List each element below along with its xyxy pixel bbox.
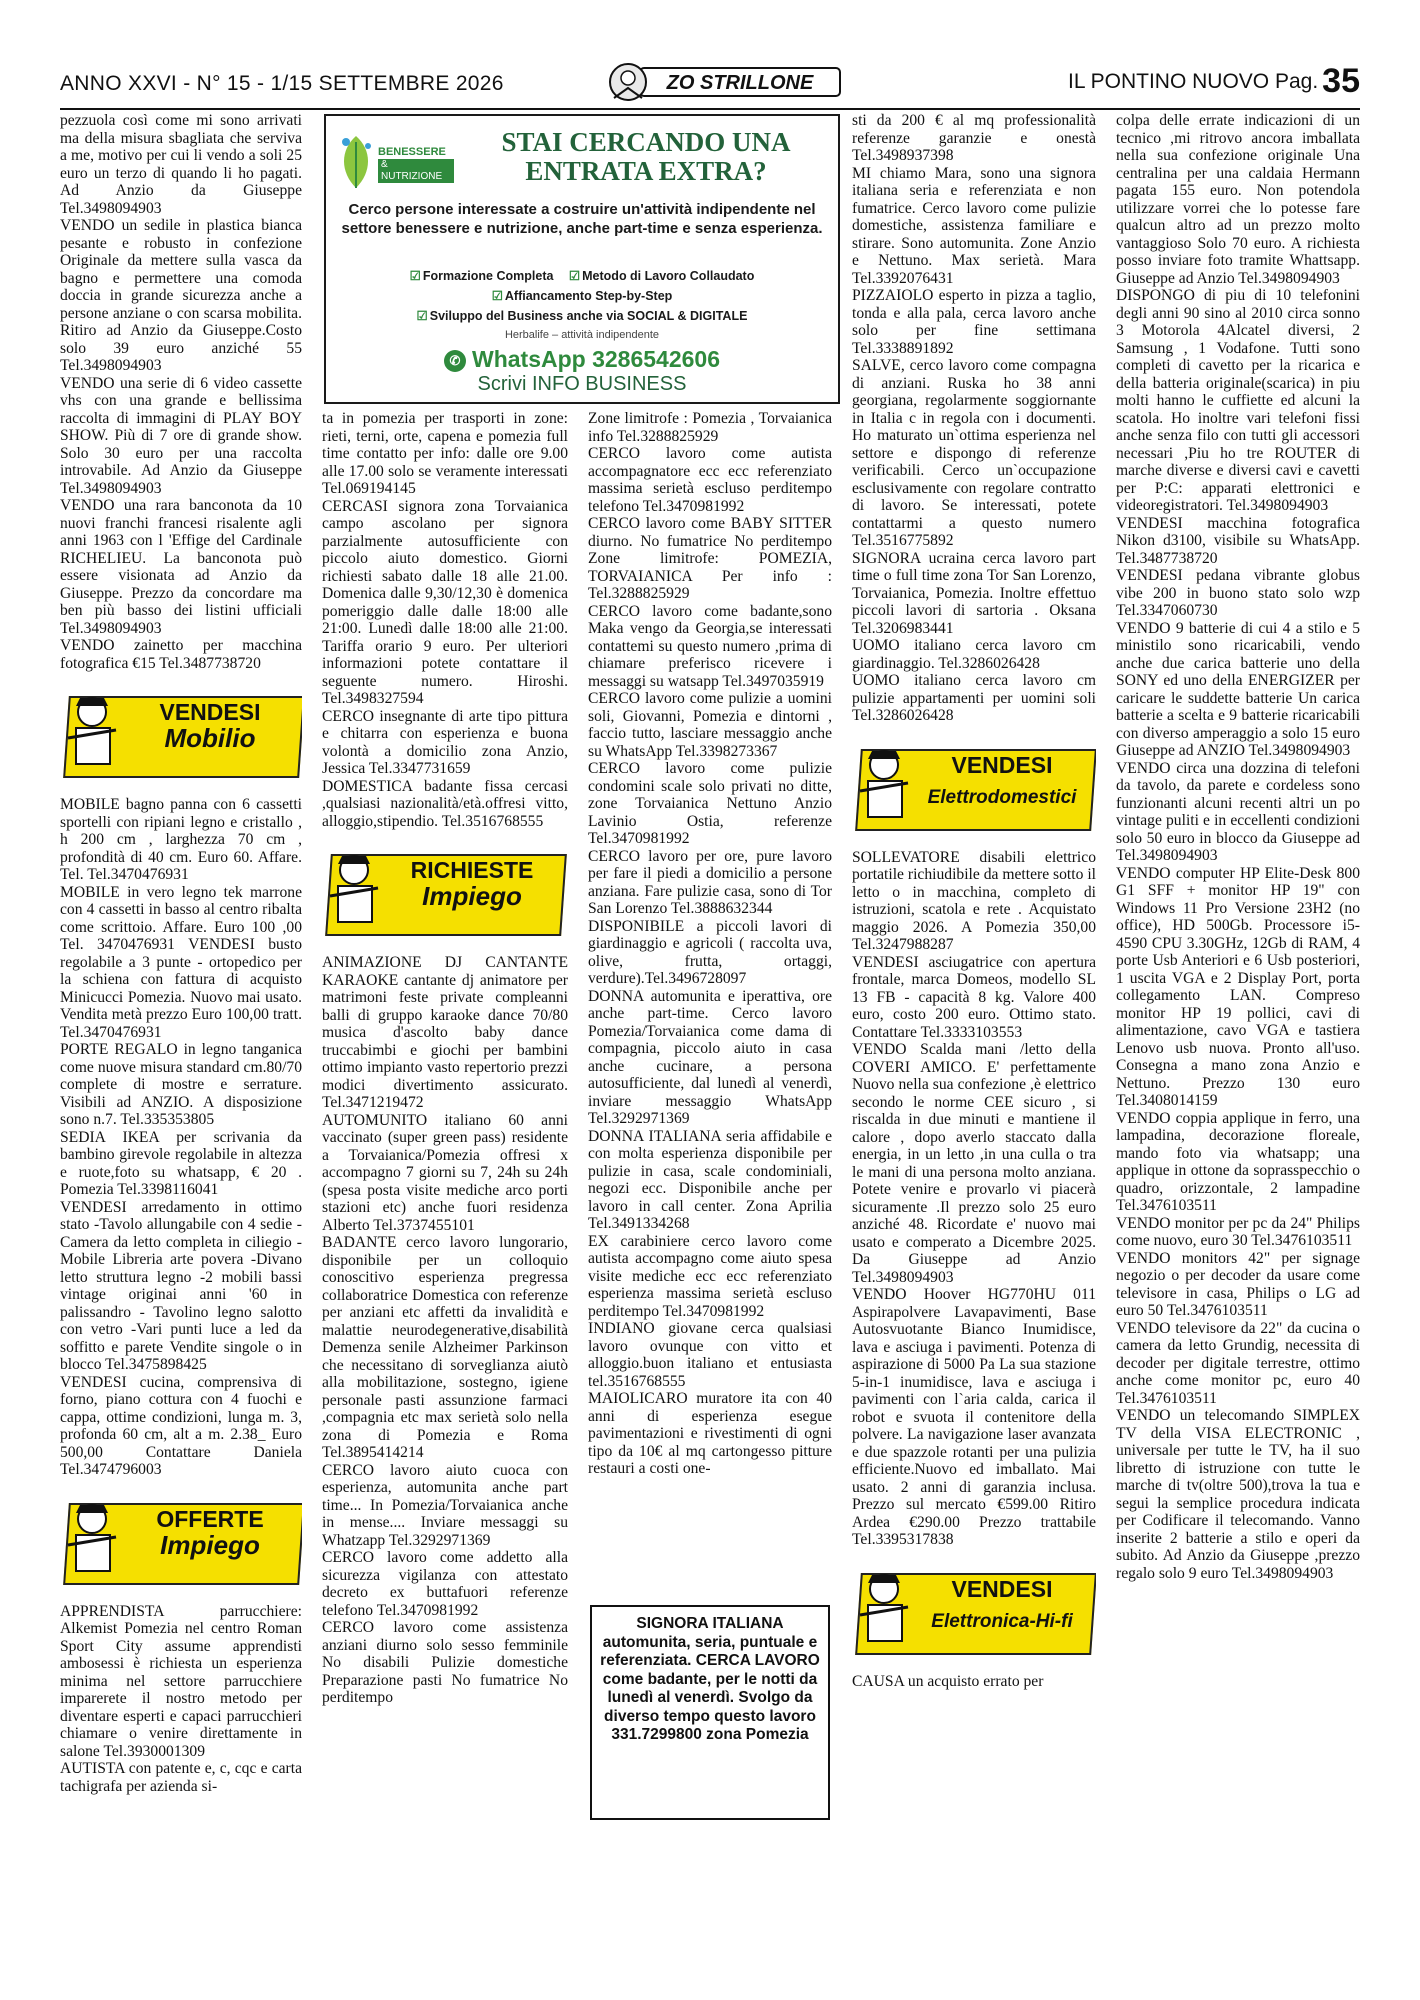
check-icon: ☑ [568, 269, 581, 283]
section-vendesi-elettronica [852, 1567, 1096, 1659]
check-icon: ☑ [416, 309, 428, 323]
section-offerte-impiego [60, 1497, 302, 1589]
classified-ad: VENDO zainetto per macchina fotografica €15 Tel.3487738720 [60, 637, 302, 672]
issue-line: ANNO XXVI - N° 15 - 1/15 SETTEMBRE 2026 [60, 72, 504, 95]
classified-ad: CERCO lavoro come addetto alla sicurezza vigilanza con attestato decreto ex buttafuori referenze telefono Tel.3470981992 [322, 1549, 568, 1619]
classified-ad: VENDO 9 batterie di cui 4 a stilo e 5 ministilo sono ricaricabili, vendo anche due carica batterie uno della SONY ed uno della ENERGIZER per caricare le suddette batterie Un carica batterie a scelta e 9 batterie ricaricabili con diverso amperaggio a solo 15 euro Giuseppe ad ANZIO Tel.3498094903 [1116, 619, 1360, 759]
classified-ad: UOMO italiano cerca lavoro cm giardinaggio. Tel.3286026428 [852, 637, 1096, 672]
paper-title [1068, 62, 1360, 101]
check-icon: ☑ [409, 269, 421, 283]
classified-ad: VENDO computer HP Elite-Desk 800 G1 SFF + monitor HP 19" con Windows 11 Pro Versione 23H2 (no office), HD 500Gb. Processore i5-4590 CPU 3.30GHz, 12Gb di RAM, 4 porte Usb Anteriori e 6 Usb posteriori, 1 uscita VGA e 2 Display Port, porta collegamento LAN. Compreso monitor HP 19 pollici, cavi di alimentazione, cavo VGA e tastiera Lenovo usb nuova. Pronto all'uso. Consegna a mano zona Anzio e Nettuno. Prezzo 130 euro Tel.3408014159 [1116, 864, 1360, 1109]
section-title-line2: Impiego [422, 881, 522, 911]
classified-ad: APPRENDISTA parrucchiere: Alkemist Pomezia nel centro Roman Sport City assume apprendisti ambosessi è richiesta un esperienza minima nel settore parrucchiere imparerete il nostro metodo per diventare esperti e capaci parrucchieri chiamare o venire direttamente in salone Tel.3930001309 [60, 1602, 302, 1760]
classified-ad: MI chiamo Mara, sono una signora italiana seria e referenziata e non fumatrice. Cerco lavoro come pulizie domestiche, assistenza familiare e stirare. Sono automunita. Zone Anzio e Nettuno. Max serietà. Mara Tel.3392076431 [852, 164, 1096, 287]
section-title-line2: Elettronica-Hi-fi [931, 1610, 1073, 1632]
column-5 [1116, 112, 1360, 1962]
whatsapp-contact[interactable]: ✆ WhatsApp 3286542606 [326, 346, 838, 373]
classified-ad: PIZZAIOLO esperto in pizza a taglio, tonda e alla pala, cerca lavoro anche solo per fine settimana Tel.3338891892 [852, 287, 1096, 357]
newsboy-icon [322, 848, 390, 938]
zo-strillone-logo [600, 60, 850, 104]
classified-ad: CERCO lavoro come pulizie condomini scale solo privati no ditte, zone Torvaianica Nettuno Anzio Lavinio Ostia, referenze Tel.3470981992 [588, 760, 832, 847]
classified-ad: CAUSA un acquisto errato per [852, 1672, 1044, 1690]
section-title-line2: Impiego [160, 1529, 260, 1560]
classified-ad: VENDO una serie di 6 video cassette vhs con una grande e bellissima raccolta di immagini di PLAY BOY SHOW. Più di 7 ore di grande show. Solo 30 euro per una raccolta introvabile. Ad Anzio da Giuseppe Tel.3498094903 [60, 374, 302, 497]
classified-ad: VENDO Scalda mani /letto della COVERI AMICO. E' perfettamente Nuovo nella sua confezione ,è elettrico secondo le norme CEE sicuro , si riscalda in due minuti e mantiene il calore , dopo averlo staccato dalla energia, in un letto ,in una culla o tra le mani di una persona molto anziana. Potete venire e provarlo vi piacerà sicuramente .Il prezzo solo 25 euro anziché 48. Ricordate e' nuovo mai usato e comperato a Dicembre 2025. Da Giuseppe ad Anzio Tel.3498094903 [852, 1041, 1096, 1286]
classified-ad: SALVE, cerco lavoro come compagna di anziani. Ruska ho 38 anni georgiana, regolarmente soggiornante in Italia c in regola con i documenti. Ho maturato un`ottima esperienza nel settore e dispongo di referenze verificabili. Cerco un`occupazione esclusivamente con regolare contratto di lavoro. Se interessati, potete contattarmi a questo numero Tel.3516775892 [852, 357, 1096, 549]
classified-ad: VENDESI macchina fotografica Nikon d3100, visibile su WhatsApp. Tel.3487738720 [1116, 514, 1360, 567]
classified-ad: VENDO monitor per pc da 24" Philips come nuovo, euro 30 Tel.3476103511 [1116, 1214, 1360, 1249]
leaf-icon [334, 132, 378, 192]
feature-item: ☑ Sviluppo del Business anche via SOCIAL & DIGITALE [416, 309, 748, 323]
classified-ad: SOLLEVATORE disabili elettrico portatile richiudibile da mettere sotto il letto o in macchina, completo di istruzioni, scatola e rete . Acquistato maggio 2026. A Pomezia 350,00 Tel.3247988287 [852, 848, 1096, 953]
classified-ad: AUTISTA con patente e, c, cqc e carta tachigrafa per azienda si- [60, 1760, 302, 1795]
column-2 [322, 410, 568, 1960]
classified-ad: AUTOMUNITO italiano 60 anni vaccinato (super green pass) residente a Torvaianica/Pomezia offresi x accompagno 7 giorni su 7, 24h su 24h (spesa posta visite mediche arco porti stazioni etc) anche fuori residenza Alberto Tel.3737455101 [322, 1111, 568, 1234]
newsboy-icon [852, 1567, 920, 1657]
section-vendesi-elettrodomestici [852, 743, 1096, 835]
classified-ad: VENDO circa una dozzina di telefoni da tavolo, da parete e cordeless sono funzionanti alcuni recenti altri un po vintage puliti e in eccellenti condizioni solo 50 euro in blocco da Giuseppe ad Tel.3498094903 [1116, 759, 1360, 864]
classified-ad: MAIOLICARO muratore ita con 40 anni di esperienza esegue pavimentazioni e rivestimenti di ogni tipo da 10€ al mq cartongesso pitture restauri a costi one- [588, 1390, 832, 1477]
classified-ad: CERCO lavoro come badante,sono Maka vengo da Georgia,se interessati contattemi su questo numero ,prima di chiamare preferisco ricevere i messaggi su watsapp Tel.3497035919 [588, 602, 832, 690]
classified-ad: EX carabiniere cerco lavoro come autista accompagno come aiuto spesa visite mediche ecc ecc referenziato esperienza massima serietà escluso perditempo Tel.3470981992 [588, 1232, 832, 1320]
classified-ad: CERCO insegnante di arte tipo pittura e chitarra con esperienza e buona volontà a domicilio zona Anzio, Jessica Tel.3347731659 [322, 707, 568, 777]
classified-ad: SEDIA IKEA per scrivania da bambino girevole regolabile in altezza e ruote,foto su whatsapp, € 20 . Pomezia Tel.3398116041 [60, 1128, 302, 1198]
section-title-line1: RICHIESTE [410, 857, 534, 883]
classified-ad: VENDO una rara banconota da 10 nuovi franchi francesi risalente agli anni 1963 con l 'Effige del Cardinale RICHELIEU. La banconota può essere visionata ad Anzio da Giuseppe. Prezzo da concordare ma ben più basso dei listini ufficiali Tel.3498094903 [60, 497, 302, 637]
logo-text: ZO STRILLONE [666, 72, 814, 94]
classified-ad: CERCO lavoro per ore, pure lavoro per fare il piedi a domicilio a persone anziana. Fare pulizie casa, sono di Tor San Lorenzo Tel.3888632344 [588, 847, 832, 917]
brand-line2: & NUTRIZIONE [378, 159, 454, 183]
whatsapp-icon: ✆ [444, 350, 466, 372]
header-rule [60, 108, 1360, 110]
classified-ad: DISPONGO di piu di 10 telefonini degli anni 90 sino al 2010 circa sonno 3 Motorola 4Alcatel diversi, 2 Samsung , 1 Vodafone. Tutti sono completi di cavetto per la ricarica e della batteria originale(scarica) in piu molti hanno le cuffiette ed alcuni la scatola. Ho inoltre vari telefoni fissi anche senza filo con tutti gli accessori necessari ,Piu ho tre ROUTER di marche diverse e diversi cavi e cavetti per P:C: apparati elettronici e videoregistratori. Tel.3498094903 [1116, 287, 1360, 514]
check-icon: ☑ [491, 289, 503, 303]
section-richieste-impiego [322, 848, 568, 940]
ad-headline: STAI CERCANDO UNA ENTRATA EXTRA? [501, 127, 791, 186]
page-number: 35 [1322, 62, 1360, 100]
classified-ad: VENDO coppia applique in ferro, una lampadina, decorazione floreale, mando foto via whatsapp; una applique in ottone da soprasspecchio o quadro, orizzontale, 2 lampadine Tel.3476103511 [1116, 1109, 1360, 1214]
section-title-line2: Mobilio [164, 723, 256, 753]
classified-ad: CERCASI signora zona Torvaianica campo ascolano per signora parzialmente autosufficiente con piccolo aiuto domestico. Giorni richiesti sabato dalle 18 alle 21.00. Domenica dalle 9,30/12,30 è domenica pomeriggio dalle dalle 18:00 alle 21:00. Lunedì dalle 18:00 alle 21:00. Tariffa orario 9 euro. Per ulteriori informazioni potete contattare il seguente numero. Hiroshi. Tel.3498327594 [322, 497, 568, 707]
newsboy-icon [60, 1497, 128, 1587]
classified-ad: sti da 200 € al mq professionalità referenze garanzie e onestà Tel.3498937398 [852, 112, 1096, 164]
section-title-line1: VENDESI [159, 699, 261, 725]
column-1 [60, 112, 302, 1962]
classified-ad: pezzuola così come mi sono arrivati ma della misura sbagliata che serviva a me, motivo per cui li vendo a soli 25 euro un terzo di quando li ho pagati. Ad Anzio da Giuseppe Tel.3498094903 [60, 112, 302, 217]
classified-ad: CERCO lavoro aiuto cuoca con esperienza, automunita anche part time... In Pomezia/Torvaianica anche in mense.... Inviare messaggi su Whatzapp Tel.3292971369 [322, 1461, 568, 1549]
classified-ad: CERCO lavoro come pulizie a uomini soli, Giovanni, Pomezia e dintorni , faccio tutto, lasciare messaggio anche su WhatsApp Tel.3398273367 [588, 690, 832, 760]
classified-ad: DISPONIBILE a piccoli lavori di giardinaggio e agricoli ( raccolta uva, olive, frutta, ortaggi, verdure).Tel.3496728097 [588, 917, 832, 987]
brand-line1: BENESSERE [378, 146, 446, 158]
classified-ad: DONNA automunita e iperattiva, ore anche part-time. Cerco lavoro Pomezia/Torvaianica come dama di compagnia, piccolo aiuto in casa anche cucinare, a persona autosufficiente, dal lunedì al venerdì, inviare messaggio WhatsApp Tel.3292971369 [588, 987, 832, 1127]
herbalife-ad [324, 114, 840, 404]
classified-ad: VENDO Hoover HG770HU 011 Aspirapolvere Lavapavimenti, Base Autosvuotante Bianco Inumidisce, lava e asciuga i pavimenti. Potenza di aspirazione di 5000 Pa La sua stazione 5-in-1 inumidisce, lava e asciuga i pavimenti con l`aria calda, carica il robot e svuota il contenitore della polvere. La navigazione laser avanzata e due spazzole rotanti per una pulizia efficiente.Nuovo ed imballato. Mai usato. 2 anni di garanzia inclusa. Prezzo sul mercato €599.00 Ritiro Ardea €290.00 Prezzo trattabile Tel.3395317838 [852, 1286, 1096, 1548]
classified-ad: CERCO lavoro come assistenza anziani diurno solo sesso femminile No disabili Pulizie domestiche Preparazione pasti No fumatrice No perditempo [322, 1619, 568, 1706]
paper-name: IL PONTINO NUOVO Pag. [1068, 70, 1319, 93]
classified-ad: VENDESI arredamento in ottimo stato -Tavolo allungabile con 4 sedie -Camera da letto completa in ciliegio -Mobile Libreria arte povera -Divano letto struttura legno -2 mobili bassi vintage originai anni '60 in palissandro - Tavolino legno salotto con vetro -Vari punti luce a led da soffitto e parete Vendite singole o in blocco Tel.3475898425 [60, 1198, 302, 1373]
section-title-line1: VENDESI [951, 1575, 1053, 1602]
classified-ad: CERCO lavoro come autista accompagnatore ecc ecc referenziato massima serietà escluso perditempo telefono Tel.3470981992 [588, 445, 832, 515]
classified-ad: VENDO monitors 42" per signage negozio o per decoder da usare come televisore in casa, Philips o LG ad euro 50 Tel.3476103511 [1116, 1249, 1360, 1319]
feature-item: ☑ Formazione Completa [409, 269, 554, 283]
classified-ad: VENDO un telecomando SIMPLEX TV della VISA ELECTRONIC , universale per tutte le TV, ha il suo libretto di istruzione con tutte le marche di tv(oltre 500),trova la tua e segui la semplice procedura indicata per Codificare il telecomando. Vanno inserite 2 batterie a stilo e operi da subito. Ad Anzio da Giuseppe ,prezzo regalo solo 9 euro Tel.3498094903 [1116, 1407, 1360, 1582]
classified-ad: Zone limitrofe : Pomezia , Torvaianica info Tel.3288825929 [588, 410, 832, 445]
classified-ad: VENDO televisore da 22" da cucina o camera da letto Grundig, necessita di decoder per digitale terrestre, ottimo anche come monitor pc, euro 40 Tel.3476103511 [1116, 1319, 1360, 1407]
classified-ad: ANIMAZIONE DJ CANTANTE KARAOKE cantante dj animatore per matrimoni feste private compleanni balli di gruppo karaoke dance 70/80 musica d'ascolto baby dance truccabimbi e giochi per bambini ottimo impianto vasto repertorio prezzi modici divertimento assicurato. Tel.3471219472 [322, 954, 568, 1111]
classified-ad: VENDESI cucina, comprensiva di forno, piano cottura con 4 fuochi e cappa, ottime condizioni, lunga m. 3, profonda 60 cm, alt a m. 2.38_ Euro 500,00 Contattare Daniela Tel.3474796003 [60, 1373, 302, 1478]
section-title-line1: VENDESI [951, 751, 1053, 778]
newsboy-icon [852, 743, 920, 833]
classified-ad: INDIANO giovane cerca qualsiasi lavoro ovunque con vitto et alloggio.buon italiano et entusiasta tel.3516768555 [588, 1320, 832, 1390]
ad-small-print: Herbalife – attività indipendente [504, 329, 660, 341]
feature-item: ☑ Affiancamento Step-by-Step [491, 289, 673, 303]
classified-ad: VENDESI asciugatrice con apertura frontale, marca Domeos, modello SL 13 FB - capacità 8 kg. Valore 400 euro, costo 200 euro. Ottimo stato. Contattare Tel.3333103553 [852, 953, 1096, 1041]
classified-ad: CERCO lavoro come BABY SITTER diurno. No fumatrice No perditempo Zone limitrofe: POMEZIA, TORVAIANICA Per info : Tel.3288825929 [588, 515, 832, 602]
classified-ad: MOBILE bagno panna con 6 cassetti sportelli con ripiani legno e cristallo , h 200 cm , larghezza 70 cm , profondità di 40 cm. Euro 60. Affare. Tel. Tel.3470476931 [60, 796, 302, 883]
section-vendesi-mobilio [60, 690, 302, 782]
classified-ad: VENDO un sedile in plastica bianca pesante e robusto in confezione Originale da mettere sulla vasca da bagno e permettere una comoda doccia in grande sicurezza anche a persone anziane o con scarsa mobilita. Ritiro ad Anzio da Giuseppe.Costo solo 39 euro anziché 55 Tel.3498094903 [60, 217, 302, 374]
brand-logo [334, 132, 454, 202]
classified-ad: ta in pomezia per trasporti in zone: rieti, terni, orte, capena e pomezia full time contatto per info: dalle ore 9.00 alle 17.00 solo se veramente interessati Tel.069194145 [322, 410, 568, 497]
classified-ad: DONNA ITALIANA seria affidabile e con molta esperienza disponibile per pulizie in casa, scale condominiali, negozi ecc. Disponibile anche per lavoro in call center. Zona Aprilia Tel.3491334268 [588, 1127, 832, 1232]
classified-ad: VENDESI pedana vibrante globus vibe 200 in buono stato solo wzp Tel.3347060730 [1116, 567, 1360, 619]
classified-ad: SIGNORA ucraina cerca lavoro part time o full time zona Tor San Lorenzo, Torvaianica, Pomezia. Inoltre effettuo piccoli lavori di sartoria . Oksana Tel.3206983441 [852, 549, 1096, 637]
boxed-ad-signora-italiana: SIGNORA ITALIANA automunita, seria, puntuale e referenziata. CERCA LAVORO come badante, per le notti da lunedì al venerdì. Svolgo da diverso tempo questo lavoro 331.7299800 zona Pomezia [590, 1605, 830, 1820]
classified-ad: BADANTE cerco lavoro lungorario, disponibile per un colloquio conoscitivo esperienza pregressa collaboratrice Domestica con referenze per anziani etc affetti da invalidità e malattie neurodegenerative,disabilità Demenza senile Alzheimer Parkinson che necessitano di sorveglianza aiutò alla mobilitazione, sostegno, igiene personale pasti assunzione farmaci ,compagnia etc max serietà solo nella zona di Pomezia e Roma Tel.3895414214 [322, 1234, 568, 1461]
section-title-line2: Elettrodomestici [927, 786, 1077, 808]
ad-features [346, 266, 818, 326]
feature-item: ☑ Metodo di Lavoro Collaudato [568, 269, 755, 283]
classified-ad: MOBILE in vero legno tek marrone con 4 cassetti in basso al centro ribalta come scrittoio. Affare. Euro 100 ,00 Tel. 3470476931 VENDESI busto regolabile a 3 punte - ortopedico per la schiena con fattura di acquisto Minicucci Pomezia. Nuovo mai usato. Vendita metà prezzo Euro 100,00 tratt. Tel.3470476931 [60, 883, 302, 1041]
classified-ad: DOMESTICA badante fissa cercasi ,qualsiasi nazionalità/età.offresi vitto, alloggio,stipendio. Tel.3516768555 [322, 777, 568, 830]
newsboy-icon [60, 690, 128, 780]
classified-ad: PORTE REGALO in legno tanganica come nuove misura standard cm.80/70 complete di mostre e serrature. Visibili ad ANZIO. A disposizione sono n.7. Tel.335353805 [60, 1041, 302, 1128]
page-header [60, 62, 1360, 106]
classified-ad: UOMO italiano cerca lavoro cm pulizie appartamenti per uomini soli Tel.3286026428 [852, 672, 1096, 724]
section-title-line1: OFFERTE [156, 1505, 264, 1532]
classified-ad: colpa delle errate indicazioni di un tecnico ,mi ritrovo ancora imballata nella sua confezione originale Una centralina per una caldaia Hermann pagata 155 euro. Non potendola utilizzare vorrei che lo potesse fare qualcun altro ad un prezzo molto vantaggioso Solo 70 euro. A richiesta posso inviare foto tramite Whattsapp. Giuseppe ad Anzio Tel.3498094903 [1116, 112, 1360, 287]
ad-info-line: Scrivi INFO BUSINESS [477, 373, 687, 395]
column-4 [852, 112, 1096, 1962]
ad-description: Cerco persone interessate a costruire un'attività indipendente nel settore benessere e nutrizione, anche part-time e senza esperienza. [341, 201, 823, 237]
